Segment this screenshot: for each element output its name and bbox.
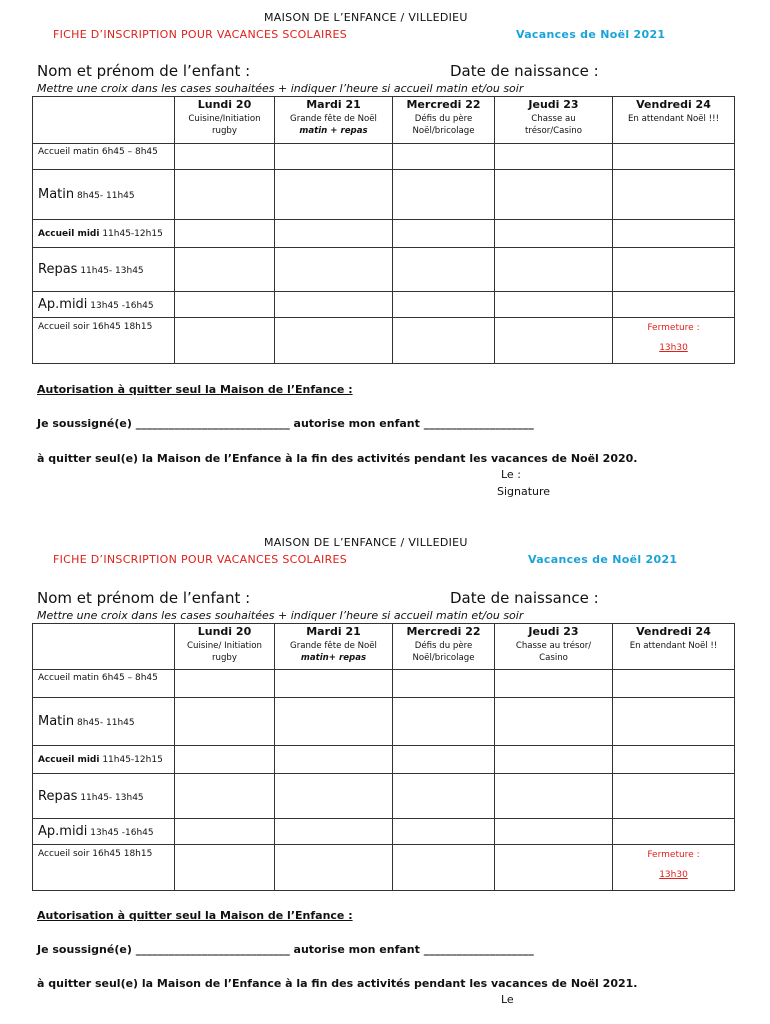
holiday-label: Vacances de Noël 2021 <box>528 553 678 566</box>
checkbox-cell[interactable] <box>495 774 613 819</box>
table-row <box>33 248 735 292</box>
checkbox-cell[interactable] <box>275 292 393 318</box>
form-title: FICHE D’INSCRIPTION POUR VACANCES SCOLAIRES <box>53 28 348 41</box>
date-label: Le <box>501 993 514 1006</box>
checkbox-cell[interactable] <box>393 845 495 891</box>
checkbox-cell[interactable] <box>393 248 495 292</box>
day-header: Jeudi 23 Chasse au trésor/ Casino <box>495 624 613 670</box>
schedule-table <box>32 623 735 891</box>
org-title: MAISON DE L’ENFANCE / VILLEDIEU <box>264 536 468 549</box>
table-row <box>33 292 735 318</box>
row-label: Ap.midi 13h45 -16h45 <box>33 292 175 318</box>
date-label: Le : <box>501 468 521 481</box>
checkbox-cell[interactable] <box>175 170 275 220</box>
row-label: Accueil midi 11h45-12h15 <box>33 220 175 248</box>
authorization-title: Autorisation à quitter seul la Maison de l’Enfance : <box>37 909 353 922</box>
row-label: Ap.midi 13h45 -16h45 <box>33 819 175 845</box>
row-label: Matin 8h45- 11h45 <box>33 698 175 746</box>
checkbox-cell[interactable] <box>495 318 613 364</box>
leave-text: à quitter seul(e) la Maison de l’Enfance à la fin des activités pendant les vacances de Noël 2020. <box>37 452 638 465</box>
row-label: Matin 8h45- 11h45 <box>33 170 175 220</box>
authorization-title: Autorisation à quitter seul la Maison de l’Enfance : <box>37 383 353 396</box>
day-header: Jeudi 23 Chasse au trésor/Casino <box>495 97 613 144</box>
checkbox-cell[interactable] <box>275 774 393 819</box>
day-header: Mercredi 22 Défis du père Noël/bricolage <box>393 97 495 144</box>
table-row <box>33 698 735 746</box>
day-header: Vendredi 24 En attendant Noël !! <box>613 624 735 670</box>
checkbox-cell[interactable] <box>495 670 613 698</box>
day-header: Lundi 20 Cuisine/ Initiation rugby <box>175 624 275 670</box>
checkbox-cell[interactable] <box>275 220 393 248</box>
checkbox-cell[interactable] <box>613 698 735 746</box>
row-label: Accueil soir 16h45 18h15 <box>33 318 175 364</box>
signer-line[interactable]: Je soussigné(e) ____________________________ autorise mon enfant ____________________ <box>37 943 534 956</box>
checkbox-cell[interactable] <box>495 248 613 292</box>
table-row <box>33 318 735 364</box>
table-row <box>33 845 735 891</box>
checkbox-cell[interactable] <box>613 248 735 292</box>
day-header: Mardi 21 Grande fête de Noël matin + repas <box>275 97 393 144</box>
closing-notice: Fermeture : 13h30 <box>613 845 735 891</box>
checkbox-cell[interactable] <box>275 819 393 845</box>
checkbox-cell[interactable] <box>495 292 613 318</box>
checkbox-cell[interactable] <box>495 819 613 845</box>
table-row <box>33 670 735 698</box>
table-header-row <box>33 624 735 670</box>
checkbox-cell[interactable] <box>613 292 735 318</box>
checkbox-cell[interactable] <box>175 292 275 318</box>
checkbox-cell[interactable] <box>495 144 613 170</box>
birth-date-label: Date de naissance : <box>450 589 599 607</box>
table-row <box>33 819 735 845</box>
checkbox-cell[interactable] <box>275 670 393 698</box>
checkbox-cell[interactable] <box>613 144 735 170</box>
checkbox-cell[interactable] <box>275 248 393 292</box>
form-title: FICHE D’INSCRIPTION POUR VACANCES SCOLAIRES <box>53 553 348 566</box>
checkbox-cell[interactable] <box>175 144 275 170</box>
day-header: Lundi 20 Cuisine/Initiation rugby <box>175 97 275 144</box>
corner-cell <box>33 97 175 144</box>
instructions: Mettre une croix dans les cases souhaitées + indiquer l’heure si accueil matin et/ou soir <box>37 609 524 622</box>
checkbox-cell[interactable] <box>275 746 393 774</box>
table-row <box>33 746 735 774</box>
child-name-label: Nom et prénom de l’enfant : <box>37 62 251 80</box>
corner-cell <box>33 624 175 670</box>
checkbox-cell[interactable] <box>175 845 275 891</box>
table-row <box>33 774 735 819</box>
checkbox-cell[interactable] <box>175 220 275 248</box>
table-row <box>33 170 735 220</box>
holiday-label: Vacances de Noël 2021 <box>516 28 666 41</box>
checkbox-cell[interactable] <box>393 170 495 220</box>
row-label: Repas 11h45- 13h45 <box>33 774 175 819</box>
checkbox-cell[interactable] <box>393 774 495 819</box>
birth-date-label: Date de naissance : <box>450 62 599 80</box>
row-label: Accueil soir 16h45 18h15 <box>33 845 175 891</box>
day-header: Mercredi 22 Défis du père Noël/bricolage <box>393 624 495 670</box>
checkbox-cell[interactable] <box>613 170 735 220</box>
checkbox-cell[interactable] <box>495 845 613 891</box>
checkbox-cell[interactable] <box>175 670 275 698</box>
day-header: Vendredi 24 En attendant Noël !!! <box>613 97 735 144</box>
checkbox-cell[interactable] <box>393 670 495 698</box>
checkbox-cell[interactable] <box>175 774 275 819</box>
checkbox-cell[interactable] <box>175 819 275 845</box>
leave-text: à quitter seul(e) la Maison de l’Enfance à la fin des activités pendant les vacances de Noël 2021. <box>37 977 638 990</box>
checkbox-cell[interactable] <box>275 170 393 220</box>
checkbox-cell[interactable] <box>275 318 393 364</box>
checkbox-cell[interactable] <box>495 220 613 248</box>
instructions: Mettre une croix dans les cases souhaitées + indiquer l’heure si accueil matin et/ou soir <box>37 82 524 95</box>
checkbox-cell[interactable] <box>393 819 495 845</box>
child-name-label: Nom et prénom de l’enfant : <box>37 589 251 607</box>
row-label: Accueil matin 6h45 – 8h45 <box>33 670 175 698</box>
checkbox-cell[interactable] <box>393 144 495 170</box>
checkbox-cell[interactable] <box>393 220 495 248</box>
signature-label: Signature <box>497 485 551 498</box>
checkbox-cell[interactable] <box>495 170 613 220</box>
row-label: Repas 11h45- 13h45 <box>33 248 175 292</box>
checkbox-cell[interactable] <box>275 698 393 746</box>
table-row <box>33 144 735 170</box>
closing-notice: Fermeture : 13h30 <box>613 318 735 364</box>
schedule-table <box>32 96 735 364</box>
checkbox-cell[interactable] <box>613 670 735 698</box>
checkbox-cell[interactable] <box>393 318 495 364</box>
checkbox-cell[interactable] <box>275 144 393 170</box>
table-row <box>33 220 735 248</box>
checkbox-cell[interactable] <box>393 746 495 774</box>
table-header-row <box>33 97 735 144</box>
row-label: Accueil midi 11h45-12h15 <box>33 746 175 774</box>
checkbox-cell[interactable] <box>393 292 495 318</box>
checkbox-cell[interactable] <box>175 318 275 364</box>
checkbox-cell[interactable] <box>613 774 735 819</box>
checkbox-cell[interactable] <box>393 698 495 746</box>
checkbox-cell[interactable] <box>175 746 275 774</box>
checkbox-cell[interactable] <box>175 698 275 746</box>
checkbox-cell[interactable] <box>613 746 735 774</box>
checkbox-cell[interactable] <box>613 220 735 248</box>
checkbox-cell[interactable] <box>495 698 613 746</box>
day-header: Mardi 21 Grande fête de Noël matin+ repas <box>275 624 393 670</box>
signer-line[interactable]: Je soussigné(e) ____________________________ autorise mon enfant ____________________ <box>37 417 534 430</box>
org-title: MAISON DE L’ENFANCE / VILLEDIEU <box>264 11 468 24</box>
checkbox-cell[interactable] <box>175 248 275 292</box>
checkbox-cell[interactable] <box>275 845 393 891</box>
checkbox-cell[interactable] <box>613 819 735 845</box>
checkbox-cell[interactable] <box>495 746 613 774</box>
row-label: Accueil matin 6h45 – 8h45 <box>33 144 175 170</box>
